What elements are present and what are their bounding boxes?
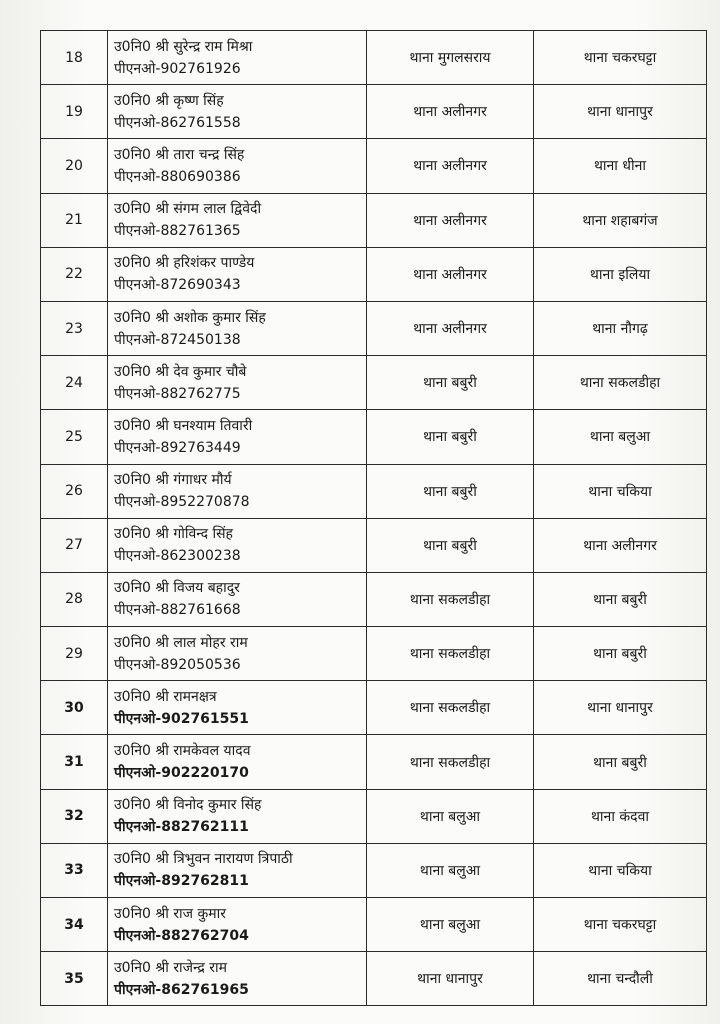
officer-pno: पीएनओ-902220170 [114, 765, 249, 782]
to-station: थाना सकलडीहा [579, 375, 661, 392]
officer-cell [108, 627, 367, 681]
to-station-cell [534, 952, 707, 1006]
table-row [41, 681, 707, 735]
serial-number-cell [41, 464, 108, 518]
serial-number-cell [41, 681, 108, 735]
serial-number-cell [41, 31, 108, 85]
officer-pno: पीएनओ-882761365 [114, 223, 241, 240]
officer-name: उ0नि0 श्री तारा चन्द्र सिंह [114, 146, 245, 163]
serial-number: 34 [64, 916, 84, 933]
serial-number: 22 [65, 266, 83, 283]
serial-number: 32 [64, 808, 84, 825]
from-station-cell [367, 572, 534, 626]
from-station-cell [367, 356, 534, 410]
to-station-cell [534, 193, 707, 247]
from-station: थाना सकलडीहा [409, 700, 491, 717]
to-station: थाना बबुरी [593, 646, 647, 663]
from-station: थाना बलुआ [419, 862, 481, 879]
officer-name: उ0नि0 श्री संगम लाल द्विवेदी [114, 201, 262, 218]
officer-name: उ0नि0 श्री घनश्याम तिवारी [114, 417, 253, 434]
officer-cell [108, 301, 367, 355]
table-row [41, 31, 707, 85]
serial-number: 29 [65, 645, 83, 662]
to-station-cell [534, 301, 707, 355]
officer-pno: पीएनओ-892763449 [114, 439, 241, 456]
officer-pno: पीएनओ-882762111 [114, 819, 249, 836]
officer-name: उ0नि0 श्री गोविन्द सिंह [114, 526, 233, 543]
officer-name: उ0नि0 श्री रामकेवल यादव [114, 743, 251, 760]
officer-cell [108, 356, 367, 410]
to-station-cell [534, 898, 707, 952]
table-row [41, 735, 707, 789]
serial-number-cell [41, 843, 108, 897]
officer-cell [108, 681, 367, 735]
to-station: थाना धानापुर [587, 104, 653, 121]
officer-cell [108, 843, 367, 897]
from-station-cell [367, 139, 534, 193]
to-station: थाना चन्दौली [587, 971, 653, 988]
to-station: थाना धानापुर [587, 700, 653, 717]
to-station: थाना चकिया [588, 862, 652, 879]
to-station-cell [534, 139, 707, 193]
serial-number-cell [41, 952, 108, 1006]
officer-cell [108, 518, 367, 572]
table-row [41, 627, 707, 681]
from-station-cell [367, 193, 534, 247]
table-row [41, 356, 707, 410]
to-station-cell [534, 247, 707, 301]
officer-cell [108, 31, 367, 85]
to-station-cell [534, 681, 707, 735]
from-station-cell [367, 627, 534, 681]
table-row [41, 247, 707, 301]
officer-pno: पीएनओ-902761926 [114, 60, 241, 77]
to-station: थाना नौगढ़ [592, 321, 648, 338]
from-station: थाना अलीनगर [413, 266, 487, 283]
serial-number-cell [41, 193, 108, 247]
serial-number: 25 [65, 428, 83, 445]
from-station-cell [367, 464, 534, 518]
officer-name: उ0नि0 श्री त्रिभुवन नारायण त्रिपाठी [114, 851, 293, 868]
to-station: थाना चकिया [588, 483, 652, 500]
officer-name: उ0नि0 श्री राज कुमार [114, 905, 226, 922]
to-station-cell [534, 518, 707, 572]
table-row [41, 139, 707, 193]
serial-number-cell [41, 247, 108, 301]
table-row [41, 952, 707, 1006]
officer-pno: पीएनओ-872690343 [114, 277, 241, 294]
to-station-cell [534, 735, 707, 789]
officer-pno: पीएनओ-882762704 [114, 927, 249, 944]
table-row [41, 464, 707, 518]
officer-pno: पीएनओ-892762811 [114, 873, 249, 890]
officer-pno: पीएनओ-880690386 [114, 168, 241, 185]
from-station: थाना अलीनगर [413, 158, 487, 175]
serial-number: 21 [65, 212, 83, 229]
officer-pno: पीएनओ-862761965 [114, 981, 249, 998]
table-row [41, 85, 707, 139]
from-station-cell [367, 31, 534, 85]
officer-cell [108, 193, 367, 247]
from-station-cell [367, 301, 534, 355]
to-station-cell [534, 572, 707, 626]
serial-number: 35 [64, 970, 84, 987]
officer-pno: पीएनओ-902761551 [114, 710, 249, 727]
from-station: थाना बलुआ [419, 917, 481, 934]
officer-cell [108, 464, 367, 518]
table-row [41, 843, 707, 897]
serial-number: 33 [64, 862, 84, 879]
from-station: थाना अलीनगर [413, 104, 487, 121]
to-station-cell [534, 464, 707, 518]
to-station: थाना चकरघट्टा [583, 50, 657, 67]
transfer-table [40, 30, 707, 1006]
officer-name: उ0नि0 श्री राजेन्द्र राम [114, 959, 227, 976]
table-row [41, 572, 707, 626]
from-station-cell [367, 843, 534, 897]
serial-number-cell [41, 789, 108, 843]
table-row [41, 518, 707, 572]
officer-cell [108, 410, 367, 464]
from-station: थाना सकलडीहा [409, 591, 491, 608]
officer-pno: पीएनओ-862761558 [114, 114, 241, 131]
table-row [41, 410, 707, 464]
serial-number: 28 [65, 591, 83, 608]
serial-number-cell [41, 518, 108, 572]
officer-name: उ0नि0 श्री गंगाधर मौर्य [114, 472, 232, 489]
to-station-cell [534, 410, 707, 464]
officer-name: उ0नि0 श्री लाल मोहर राम [114, 634, 248, 651]
to-station: थाना इलिया [589, 266, 651, 283]
officer-pno: पीएनओ-8952270878 [114, 494, 250, 511]
to-station: थाना बलुआ [589, 429, 651, 446]
from-station: थाना सकलडीहा [409, 754, 491, 771]
officer-name: उ0नि0 श्री देव कुमार चौबे [114, 363, 247, 380]
serial-number-cell [41, 572, 108, 626]
from-station: थाना सकलडीहा [409, 646, 491, 663]
serial-number-cell [41, 85, 108, 139]
officer-cell [108, 898, 367, 952]
officer-name: उ0नि0 श्री अशोक कुमार सिंह [114, 309, 266, 326]
officer-cell [108, 789, 367, 843]
to-station: थाना अलीनगर [583, 537, 657, 554]
officer-pno: पीएनओ-892050536 [114, 656, 241, 673]
to-station: थाना बबुरी [593, 754, 647, 771]
officer-cell [108, 735, 367, 789]
transfer-table-body [41, 31, 707, 1006]
to-station-cell [534, 843, 707, 897]
from-station-cell [367, 247, 534, 301]
officer-cell [108, 572, 367, 626]
from-station: थाना बलुआ [419, 808, 481, 825]
to-station-cell [534, 789, 707, 843]
table-row [41, 789, 707, 843]
from-station: थाना धानापुर [417, 971, 483, 988]
serial-number: 20 [65, 157, 83, 174]
from-station-cell [367, 789, 534, 843]
serial-number: 18 [65, 49, 83, 66]
table-row [41, 193, 707, 247]
officer-pno: पीएनओ-882762775 [114, 385, 241, 402]
serial-number: 26 [65, 483, 83, 500]
serial-number: 24 [65, 374, 83, 391]
serial-number: 23 [65, 320, 83, 337]
to-station-cell [534, 627, 707, 681]
serial-number: 27 [65, 537, 83, 554]
officer-cell [108, 247, 367, 301]
table-row [41, 301, 707, 355]
officer-name: उ0नि0 श्री विजय बहादुर [114, 580, 240, 597]
from-station-cell [367, 410, 534, 464]
to-station-cell [534, 356, 707, 410]
from-station-cell [367, 85, 534, 139]
officer-pno: पीएनओ-862300238 [114, 548, 241, 565]
to-station: थाना धीना [593, 158, 647, 175]
officer-name: उ0नि0 श्री विनोद कुमार सिंह [114, 797, 262, 814]
serial-number: 19 [65, 103, 83, 120]
to-station: थाना कंदवा [590, 808, 649, 825]
officer-name: उ0नि0 श्री कृष्ण सिंह [114, 92, 224, 109]
from-station-cell [367, 735, 534, 789]
serial-number-cell [41, 301, 108, 355]
serial-number-cell [41, 735, 108, 789]
from-station: थाना बबुरी [423, 375, 477, 392]
to-station: थाना शहाबगंज [582, 212, 658, 229]
serial-number: 31 [64, 754, 84, 771]
officer-name: उ0नि0 श्री सुरेन्द्र राम मिश्रा [114, 38, 253, 55]
from-station-cell [367, 681, 534, 735]
serial-number-cell [41, 898, 108, 952]
serial-number-cell [41, 139, 108, 193]
serial-number-cell [41, 410, 108, 464]
from-station-cell [367, 952, 534, 1006]
officer-pno: पीएनओ-882761668 [114, 602, 241, 619]
from-station: थाना अलीनगर [413, 321, 487, 338]
from-station: थाना मुगलसराय [409, 50, 491, 67]
serial-number-cell [41, 356, 108, 410]
from-station-cell [367, 518, 534, 572]
table-row [41, 898, 707, 952]
officer-pno: पीएनओ-872450138 [114, 331, 241, 348]
serial-number: 30 [64, 699, 84, 716]
officer-cell [108, 85, 367, 139]
to-station: थाना बबुरी [593, 591, 647, 608]
officer-name: उ0नि0 श्री हरिशंकर पाण्डेय [114, 255, 255, 272]
officer-name: उ0नि0 श्री रामनक्षत्र [114, 688, 217, 705]
to-station-cell [534, 31, 707, 85]
to-station-cell [534, 85, 707, 139]
to-station: थाना चकरघट्टा [583, 917, 657, 934]
from-station: थाना बबुरी [423, 429, 477, 446]
from-station: थाना बबुरी [423, 483, 477, 500]
officer-cell [108, 139, 367, 193]
from-station-cell [367, 898, 534, 952]
serial-number-cell [41, 627, 108, 681]
from-station: थाना बबुरी [423, 537, 477, 554]
from-station: थाना अलीनगर [413, 212, 487, 229]
officer-cell [108, 952, 367, 1006]
